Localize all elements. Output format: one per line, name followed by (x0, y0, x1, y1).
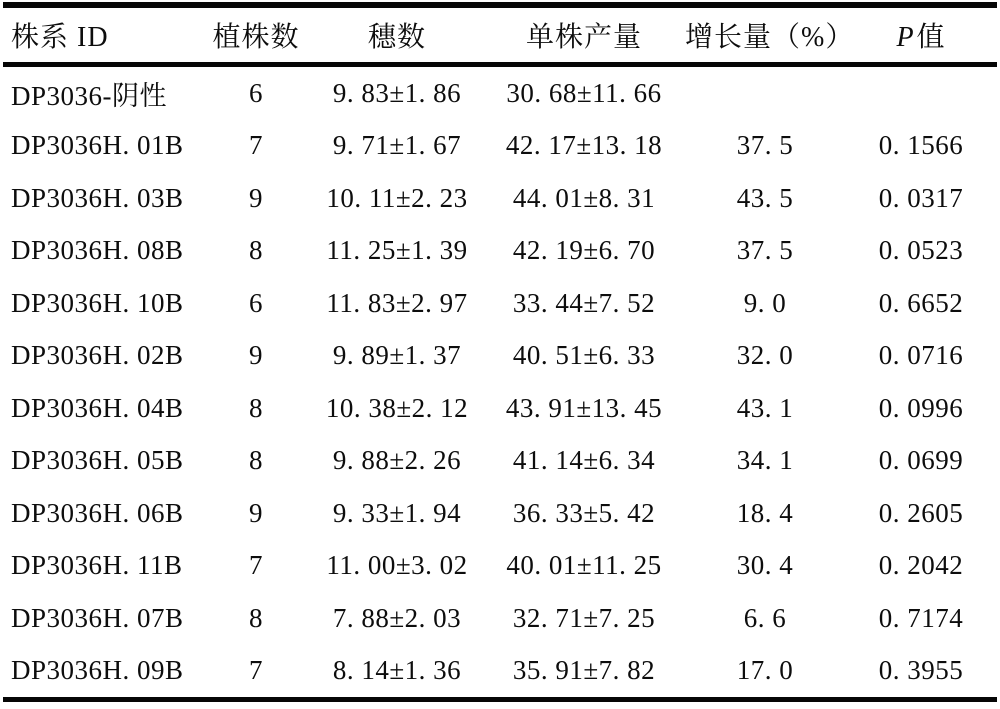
cell-plants: 8 (249, 445, 263, 476)
cell-plants: 9 (249, 182, 263, 213)
yield-data-table (3, 2, 997, 702)
cell-ears: 9. 71±1. 67 (332, 130, 462, 161)
cell-gain: 9. 0 (743, 287, 787, 318)
cell-gain: 43. 1 (736, 392, 794, 423)
p-symbol: P (896, 22, 915, 53)
cell-plants: 8 (249, 235, 263, 266)
cell-plants: 8 (249, 602, 263, 633)
cell-ears: 7. 88±2. 03 (332, 602, 462, 633)
cell-ears: 10. 11±2. 23 (326, 182, 468, 213)
cell-plants: 9 (249, 497, 263, 528)
cell-p: 0. 3955 (878, 655, 964, 686)
cell-p: 0. 0523 (878, 235, 964, 266)
cell-ears: 9. 88±2. 26 (332, 445, 462, 476)
cell-yield: 43. 91±13. 45 (505, 392, 663, 423)
table-row (3, 645, 997, 700)
cell-gain: 37. 5 (736, 235, 794, 266)
cell-gain: 34. 1 (736, 445, 794, 476)
cell-line-id: DP3036H. 02B (11, 340, 184, 371)
cell-plants: 7 (249, 550, 263, 581)
cell-yield: 42. 17±13. 18 (505, 130, 663, 161)
header-ear-count: 穗数 (311, 5, 483, 65)
cell-line-id: DP3036H. 11B (11, 550, 183, 581)
cell-line-id: DP3036H. 10B (11, 287, 184, 318)
cell-line-id: DP3036H. 04B (11, 392, 184, 423)
table-row (3, 435, 997, 488)
cell-yield: 32. 71±7. 25 (512, 602, 656, 633)
cell-yield: 35. 91±7. 82 (512, 655, 656, 686)
cell-plants: 6 (249, 287, 263, 318)
cell-p: 0. 6652 (878, 287, 964, 318)
cell-ears: 9. 89±1. 37 (332, 340, 462, 371)
cell-line-id: DP3036H. 01B (11, 130, 184, 161)
cell-ears: 9. 83±1. 86 (332, 77, 462, 108)
cell-yield: 41. 14±6. 34 (512, 445, 656, 476)
cell-yield: 33. 44±7. 52 (512, 287, 656, 318)
cell-p: 0. 2605 (878, 497, 964, 528)
table-row (3, 277, 997, 330)
header-line-id: 株系 ID (3, 5, 201, 65)
cell-yield: 42. 19±6. 70 (512, 235, 656, 266)
cell-ears: 11. 83±2. 97 (326, 287, 468, 318)
cell-plants: 8 (249, 392, 263, 423)
header-yield-per-plant: 单株产量 (483, 5, 685, 65)
cell-gain: 32. 0 (736, 340, 794, 371)
cell-line-id: DP3036H. 03B (11, 182, 184, 213)
cell-p: 0. 2042 (878, 550, 964, 581)
cell-p: 0. 0996 (878, 392, 964, 423)
table-row (3, 540, 997, 593)
cell-line-id: DP3036H. 07B (11, 602, 184, 633)
table-row (3, 172, 997, 225)
table-row (3, 120, 997, 173)
cell-gain: 37. 5 (736, 130, 794, 161)
cell-gain: 17. 0 (736, 655, 794, 686)
cell-p (845, 65, 997, 120)
cell-p: 0. 7174 (878, 602, 964, 633)
cell-ears: 11. 25±1. 39 (326, 235, 468, 266)
cell-line-id: DP3036H. 06B (11, 497, 184, 528)
cell-line-id: DP3036H. 08B (11, 235, 184, 266)
header-plant-count: 植株数 (201, 5, 311, 65)
cell-plants: 7 (249, 130, 263, 161)
cell-plants: 6 (249, 77, 263, 108)
cell-plants: 7 (249, 655, 263, 686)
table-row (3, 225, 997, 278)
cell-line-id: DP3036H. 05B (11, 445, 184, 476)
cell-gain: 6. 6 (743, 602, 787, 633)
table-row (3, 487, 997, 540)
cell-ears: 9. 33±1. 94 (332, 497, 462, 528)
cell-yield: 36. 33±5. 42 (512, 497, 656, 528)
table-row (3, 330, 997, 383)
cell-line-id: DP3036-阴性 (11, 80, 168, 111)
table-row (3, 592, 997, 645)
cell-yield: 40. 51±6. 33 (512, 340, 656, 371)
cell-ears: 11. 00±3. 02 (326, 550, 468, 581)
p-label: 值 (916, 22, 946, 53)
cell-plants: 9 (249, 340, 263, 371)
cell-p: 0. 0716 (878, 340, 964, 371)
header-row (3, 5, 997, 65)
cell-p: 0. 0699 (878, 445, 964, 476)
cell-ears: 10. 38±2. 12 (325, 392, 469, 423)
table-row (3, 65, 997, 120)
table-row (3, 382, 997, 435)
cell-p: 0. 0317 (878, 182, 964, 213)
cell-gain: 18. 4 (736, 497, 794, 528)
cell-gain: 43. 5 (736, 182, 794, 213)
cell-line-id: DP3036H. 09B (11, 655, 184, 686)
cell-yield: 40. 01±11. 25 (506, 550, 662, 581)
cell-yield: 44. 01±8. 31 (512, 182, 656, 213)
header-gain-percent: 增长量（%） (685, 5, 845, 65)
cell-gain: 30. 4 (736, 550, 794, 581)
cell-yield: 30. 68±11. 66 (506, 77, 662, 108)
cell-gain (685, 65, 845, 120)
cell-ears: 8. 14±1. 36 (332, 655, 462, 686)
cell-p: 0. 1566 (878, 130, 964, 161)
header-p-value (845, 5, 997, 65)
